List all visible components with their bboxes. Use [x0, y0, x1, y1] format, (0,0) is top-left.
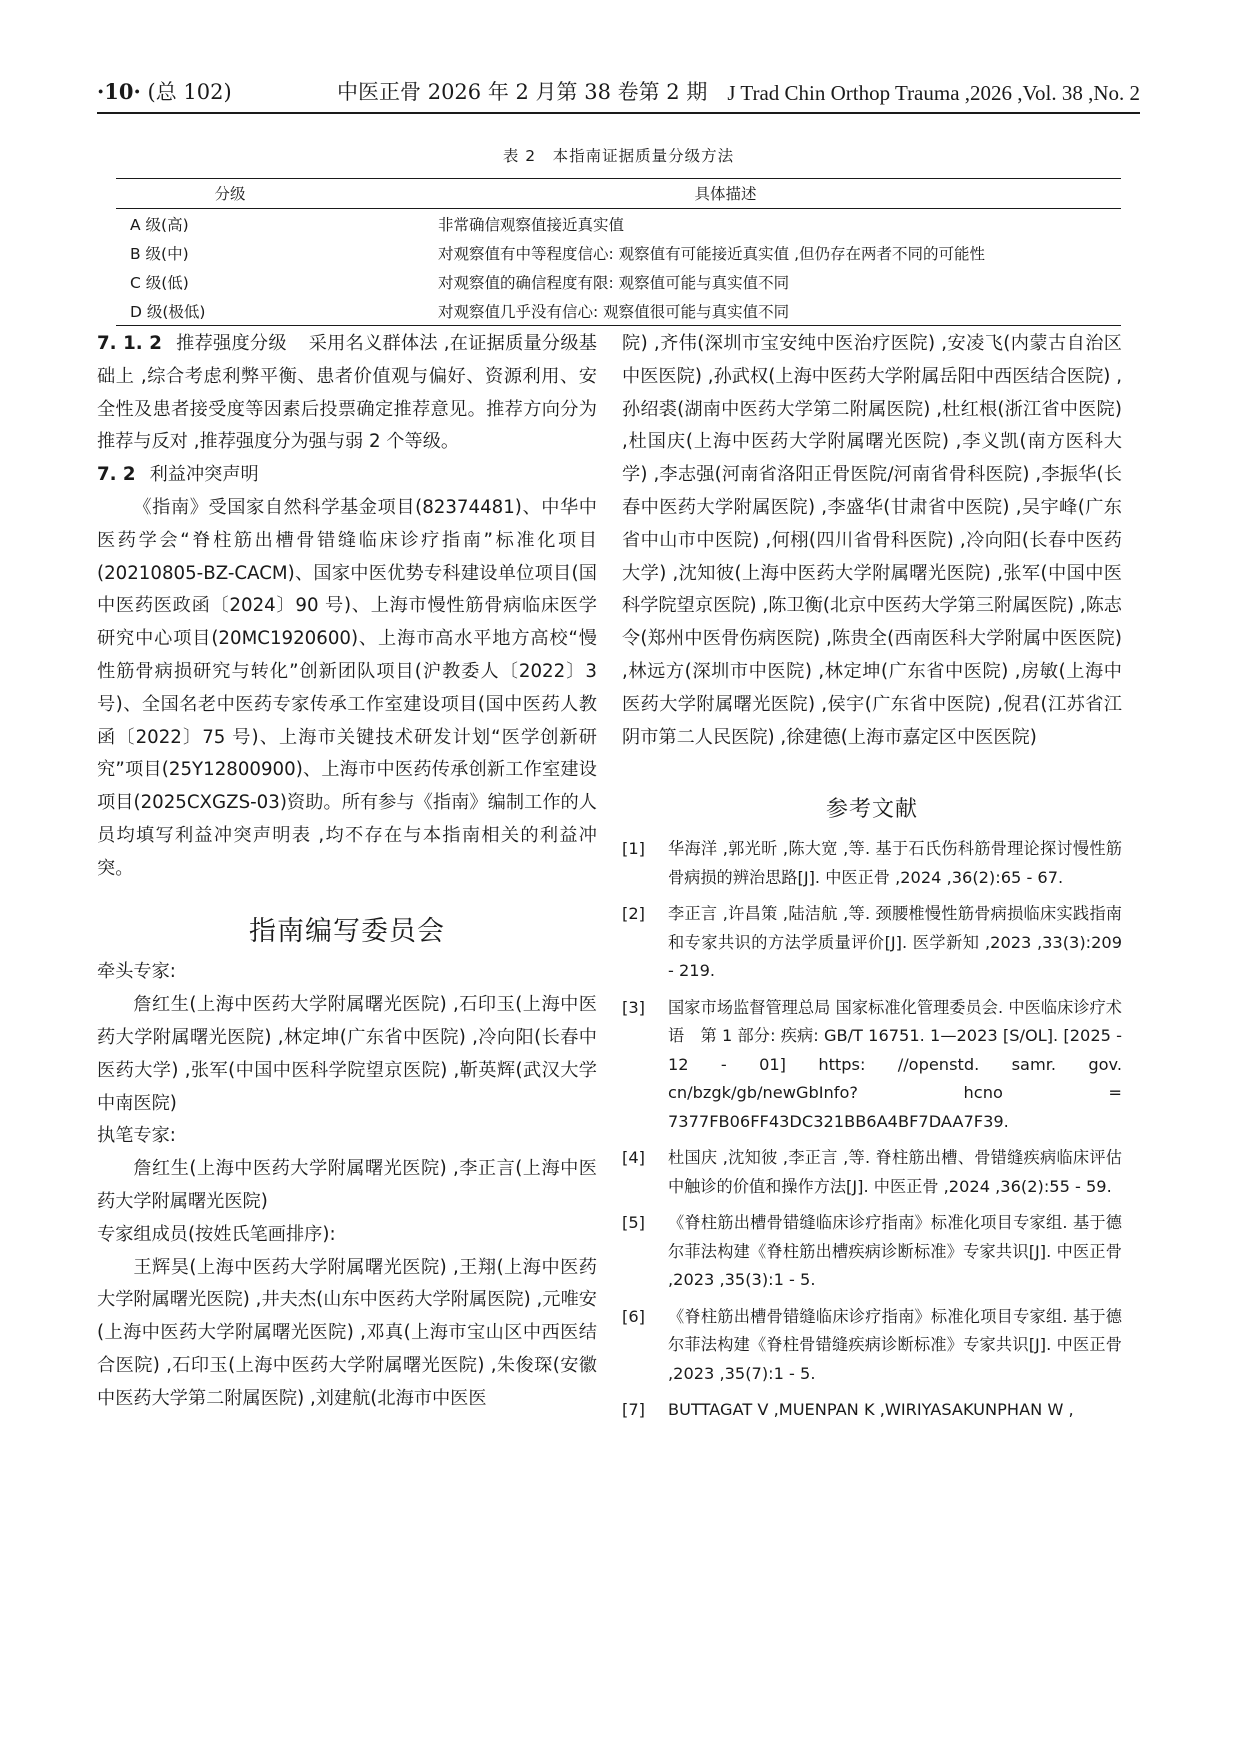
table-cell-grade: C 级(低): [130, 274, 189, 292]
writers-label: 执笔专家:: [97, 1125, 176, 1147]
lead-experts-list: 詹红生(上海中医药大学附属曙光医院) ,石印玉(上海中医药大学附属曙光医院) ,林定坤(广东省中医院) ,冷向阳(长春中医药大学) ,张军(中国中医科学院望京医院) ,靳英辉(武汉大学中南医院): [97, 994, 597, 1114]
reference-number: [4]: [622, 1148, 645, 1168]
reference-item: [622, 900, 1122, 986]
section-7-1-2: [97, 328, 597, 459]
table-row: [116, 296, 1121, 326]
references-title: 参考文献: [825, 797, 918, 823]
left-column: [97, 328, 597, 1416]
members-label: 专家组成员(按姓氏笔画排序):: [97, 1223, 336, 1245]
section-body: 采用名义群体法 ,在证据质量分级基础上 ,综合考虑利弊平衡、患者价值观与偏好、资源利用、安全性及患者接受度等因素后投票确定推荐意见。推荐方向分为推荐与反对 ,推荐强度分为强与弱 2 个等级。: [97, 333, 597, 453]
lead-experts-label: 牵头专家:: [97, 961, 176, 983]
reference-text: 李正言 ,许昌策 ,陆洁航 ,等. 颈腰椎慢性筋骨病损临床实践指南和专家共识的方法学质量评价[J]. 医学新知 ,2023 ,33(3):209 - 219.: [668, 904, 1122, 981]
reference-item: [622, 1303, 1122, 1389]
members-list-part-1: 王辉昊(上海中医药大学附属曙光医院) ,王翔(上海中医药大学附属曙光医院) ,井夫杰(山东中医药大学附属医院) ,元唯安(上海中医药大学附属曙光医院) ,邓真(上海市宝山区中西医结合医院) ,石印玉(上海中医药大学附属曙光医院) ,朱俊琛(安徽中医药大学第二附属医院) ,刘建航(北海市中医医: [97, 1256, 597, 1409]
section-title: 推荐强度分级: [175, 333, 287, 354]
table-cell-description: 对观察值的确信程度有限: 观察值可能与真实值不同: [438, 274, 790, 292]
writers-list: 詹红生(上海中医药大学附属曙光医院) ,李正言(上海中医药大学附属曙光医院): [97, 1158, 597, 1212]
reference-number: [1]: [622, 839, 645, 859]
table-cell-grade: B 级(中): [130, 245, 189, 263]
reference-number: [7]: [622, 1400, 645, 1420]
reference-list: [622, 835, 1122, 1425]
reference-number: [5]: [622, 1213, 645, 1233]
section-number: 7. 1. 2: [97, 333, 162, 354]
table-header-row: [116, 179, 1121, 209]
table-cell-grade: A 级(高): [130, 216, 189, 234]
table-row: [116, 238, 1121, 267]
reference-text: 《脊柱筋出槽骨错缝临床诊疗指南》标准化项目专家组. 基于德尔菲法构建《脊柱骨错缝疾病诊断标准》专家共识[J]. 中医正骨 ,2023 ,35(7):1 - 5.: [668, 1306, 1122, 1383]
right-column: [622, 328, 1122, 1433]
table-row: [116, 209, 1121, 239]
table-header-description: 具体描述: [330, 179, 1121, 209]
table-header-grade: 分级: [116, 179, 330, 209]
reference-number: [3]: [622, 997, 645, 1017]
journal-title-cn: 中医正骨 2026 年 2 月第 38 卷第 2 期: [337, 80, 708, 104]
evidence-grade-table: [116, 178, 1121, 326]
section-title: 利益冲突声明: [149, 464, 259, 486]
reference-number: [2]: [622, 904, 645, 924]
reference-item: [622, 1396, 1122, 1425]
reference-number: [6]: [622, 1306, 645, 1326]
journal-title-en: J Trad Chin Orthop Trauma ,2026 ,Vol. 38 ,No. 2: [727, 81, 1140, 105]
table-cell-description: 非常确信观察值接近真实值: [438, 216, 625, 234]
table-cell-description: 对观察值几乎没有信心: 观察值很可能与真实值不同: [330, 296, 1121, 326]
reference-text: 华海洋 ,郭光昕 ,陈大宽 ,等. 基于石氏伤科筋骨理论探讨慢性筋骨病损的辨治思路[J]. 中医正骨 ,2024 ,36(2):65 - 67.: [668, 839, 1122, 887]
members-list-part-2: 院) ,齐伟(深圳市宝安纯中医治疗医院) ,安凌飞(内蒙古自治区中医医院) ,孙武权(上海中医药大学附属岳阳中西医结合医院) ,孙绍裘(湖南中医药大学第二附属医院) ,杜红根(浙江省中医院) ,杜国庆(上海中医药大学附属曙光医院) ,李义凯(南方医科大学) ,李志强(河南省洛阳正骨医院/河南省骨科医院) ,李振华(长春中医药大学附属医院) ,李盛华(甘肃省中医院) ,吴宇峰(广东省中山市中医院) ,何栩(四川省骨科医院) ,冷向阳(长春中医药大学) ,沈知彼(上海中医药大学附属曙光医院) ,张军(中国中医科学院望京医院) ,陈卫衡(北京中医药大学第三附属医院) ,陈志令(郑州中医骨伤病医院) ,陈贵全(西南医科大学附属中医医院) ,林远方(深圳市中医院) ,林定坤(广东省中医院) ,房敏(上海中医药大学附属曙光医院) ,侯宇(广东省中医院) ,倪君(江苏省江阴市第二人民医院) ,徐建德(上海市嘉定区中医医院): [622, 333, 1122, 748]
table-cell-description: 对观察值有中等程度信心: 观察值有可能接近真实值 ,但仍存在两者不同的可能性: [438, 245, 986, 263]
committee-title: 指南编写委员会: [249, 915, 445, 947]
reference-text: 国家市场监督管理总局 国家标准化管理委员会. 中医临床诊疗术语 第 1 部分: 疾病: GB/T 16751. 1—2023 [S/OL]. [2025 - 12 - 01] https: //openstd. samr. gov. cn/bzgk/gb/newGbInfo? hcno = 7377FB06FF43DC321BB6A4BF7DAA7F39.: [668, 997, 1122, 1131]
section-number: 7. 2: [97, 464, 136, 486]
reference-text: BUTTAGAT V ,MUENPAN K ,WIRIYASAKUNPHAN W ,: [668, 1400, 1074, 1420]
reference-item: [622, 1144, 1122, 1201]
table-caption: 表 2 本指南证据质量分级方法: [502, 147, 735, 165]
reference-text: 《脊柱筋出槽骨错缝临床诊疗指南》标准化项目专家组. 基于德尔菲法构建《脊柱筋出槽疾病诊断标准》专家共识[J]. 中医正骨 ,2023 ,35(3):1 - 5.: [668, 1213, 1122, 1290]
reference-item: [622, 835, 1122, 892]
running-header: [97, 74, 1140, 114]
page-number: ·10· (总 102): [97, 79, 232, 104]
conflict-of-interest-text: 《指南》受国家自然科学基金项目(82374481)、中华中医药学会“脊柱筋出槽骨错缝临床诊疗指南”标准化项目(20210805-BZ-CACM)、国家中医优势专科建设单位项目(国中医药医政函〔2024〕90 号)、上海市慢性筋骨病临床医学研究中心项目(20MC1920600)、上海市高水平地方高校“慢性筋骨病损研究与转化”创新团队项目(沪教委人〔2022〕3 号)、全国名老中医药专家传承工作室建设项目(国中医药人教函〔2022〕75 号)、上海市关键技术研发计划“医学创新研究”项目(25Y12800900)、上海市中医药传承创新工作室建设项目(2025CXGZS-03)资助。所有参与《指南》编制工作的人员均填写利益冲突声明表 ,均不存在与本指南相关的利益冲突。: [97, 496, 597, 879]
reference-item: [622, 994, 1122, 1137]
table-cell-grade: D 级(极低): [116, 296, 330, 326]
section-7-2-heading: [97, 459, 597, 492]
reference-text: 杜国庆 ,沈知彼 ,李正言 ,等. 脊柱筋出槽、骨错缝疾病临床评估中触诊的价值和操作方法[J]. 中医正骨 ,2024 ,36(2):55 - 59.: [668, 1148, 1122, 1196]
reference-item: [622, 1209, 1122, 1295]
table-row: [116, 267, 1121, 296]
